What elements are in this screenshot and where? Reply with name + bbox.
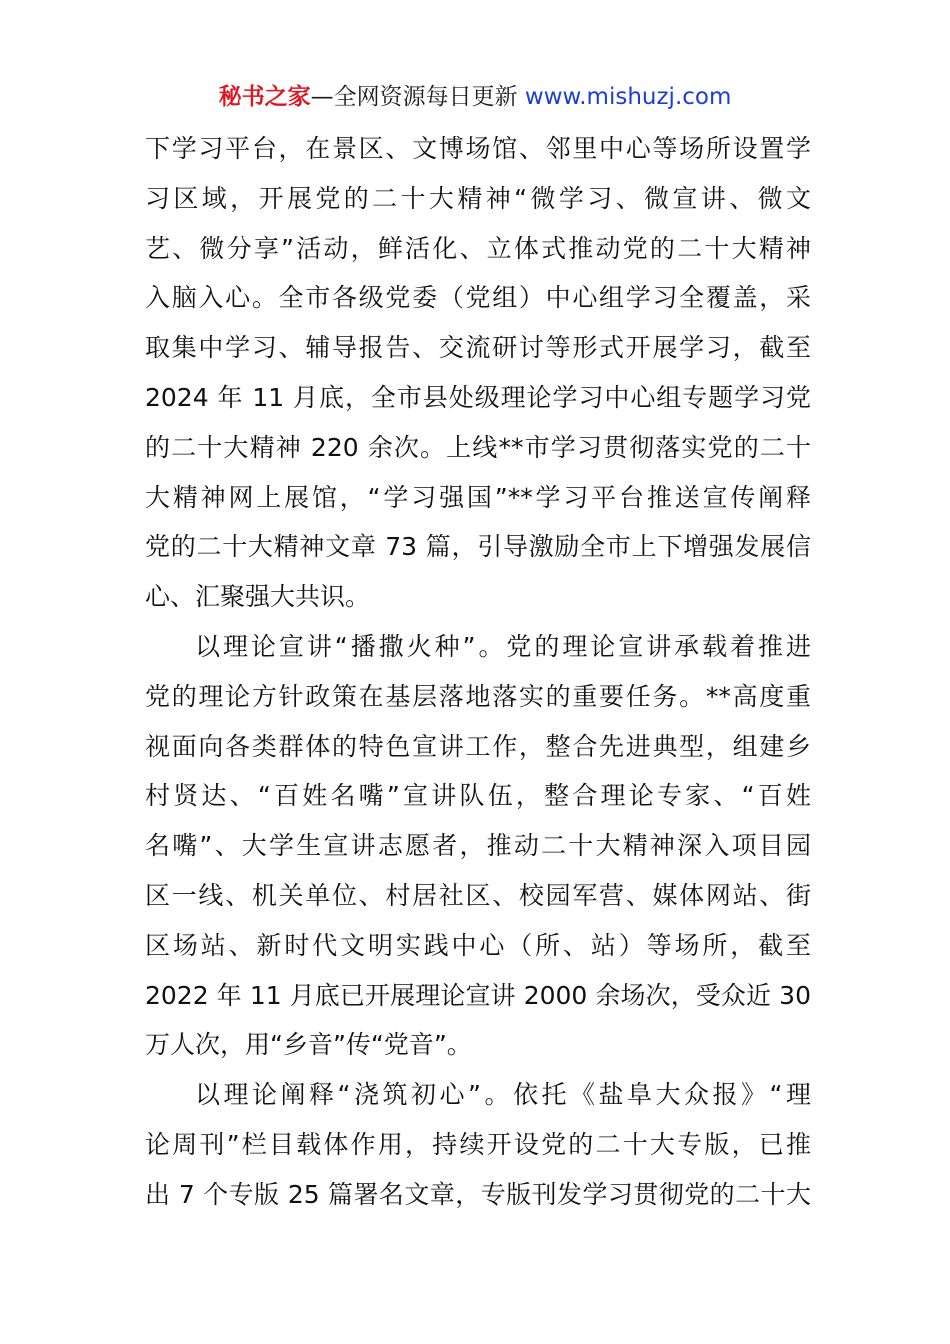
text-line: 区一线、机关单位、村居社区、校园军营、媒体网站、街 <box>145 880 811 910</box>
site-header <box>0 82 950 112</box>
text-line: 2024 年 11 月底，全市县处级理论学习中心组专题学习党 <box>145 382 811 412</box>
text-line: 党的理论方针政策在基层落地落实的重要任务。**高度重 <box>145 681 811 711</box>
text-line: 习区域，开展党的二十大精神“微学习、微宣讲、微文 <box>145 183 811 213</box>
text-line: 2022 年 11 月底已开展理论宣讲 2000 余场次，受众近 30 <box>145 980 811 1010</box>
document-body <box>145 124 811 1220</box>
site-tagline: —全网资源每日更新 <box>310 84 518 110</box>
text-line: 取集中学习、辅导报告、交流研讨等形式开展学习，截至 <box>145 333 811 363</box>
text-line: 论周刊”栏目载体作用，持续开设党的二十大专版，已推 <box>145 1129 811 1159</box>
site-url-link[interactable]: www.mishuzj.com <box>524 84 732 110</box>
text-line: 名嘴”、大学生宣讲志愿者，推动二十大精神深入项目园 <box>145 831 811 861</box>
text-line: 出 7 个专版 25 篇署名文章，专版刊发学习贯彻党的二十大 <box>145 1179 811 1209</box>
text-line: 大精神网上展馆，“学习强国”**学习平台推送宣传阐释 <box>145 482 811 512</box>
paragraph-end-line: 心、汇聚强大共识。 <box>145 582 371 612</box>
site-brand: 秘书之家 <box>218 84 311 110</box>
text-line: 区场站、新时代文明实践中心（所、站）等场所，截至 <box>145 930 811 960</box>
paragraph-start-line: 以理论宣讲“播撒火种”。党的理论宣讲承载着推进 <box>195 631 811 661</box>
text-line: 下学习平台，在景区、文博场馆、邻里中心等场所设置学 <box>145 134 811 163</box>
text-line: 入脑入心。全市各级党委（党组）中心组学习全覆盖，采 <box>145 283 811 313</box>
paragraph-end-line: 万人次，用“乡音”传“党音”。 <box>145 1030 472 1060</box>
text-line: 视面向各类群体的特色宣讲工作，整合先进典型，组建乡 <box>145 731 811 761</box>
paragraph-start-line: 以理论阐释“浇筑初心”。依托《盐阜大众报》“理 <box>195 1080 811 1110</box>
text-line: 艺、微分享”活动，鲜活化、立体式推动党的二十大精神 <box>145 233 811 263</box>
text-line: 的二十大精神 220 余次。上线**市学习贯彻落实党的二十 <box>145 432 811 462</box>
text-line: 村贤达、“百姓名嘴”宣讲队伍，整合理论专家、“百姓 <box>145 781 811 811</box>
text-line: 党的二十大精神文章 73 篇，引导激励全市上下增强发展信 <box>145 532 811 562</box>
